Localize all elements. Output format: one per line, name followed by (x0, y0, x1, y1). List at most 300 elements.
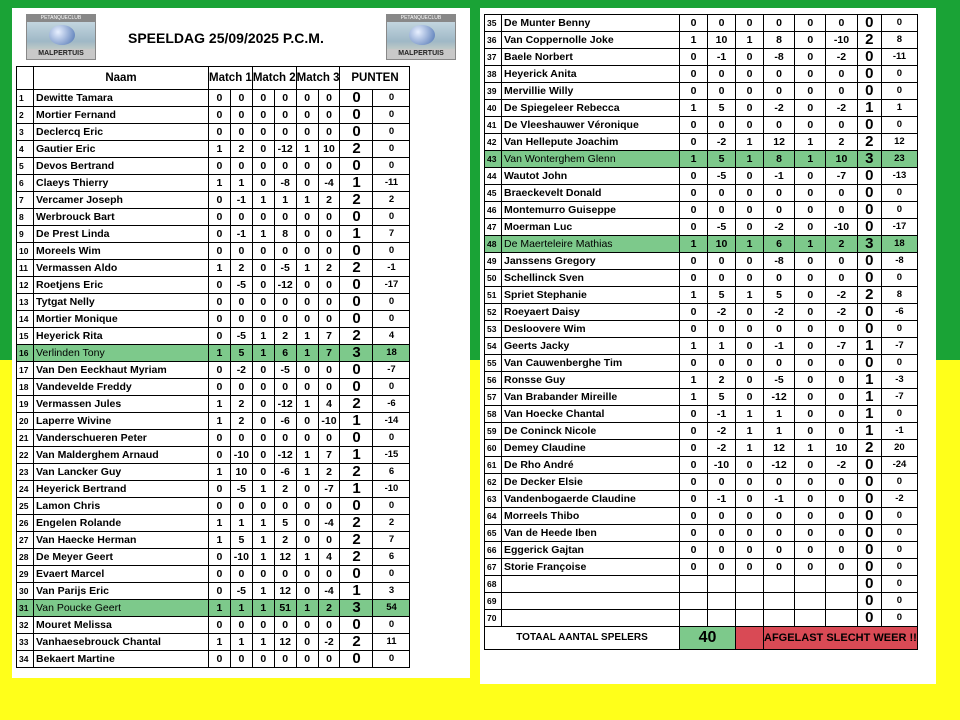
match1-score: -2 (708, 134, 736, 151)
match2-score: -6 (274, 464, 296, 481)
match2-score: -1 (764, 338, 795, 355)
wins-total: 1 (857, 100, 882, 117)
standings-table-left (16, 66, 410, 668)
match2-win: 0 (736, 185, 764, 202)
player-name: Baele Norbert (502, 49, 680, 66)
match2-win: 1 (736, 287, 764, 304)
player-number: 1 (17, 90, 34, 107)
match3-win: 0 (296, 498, 318, 515)
match2-score: -8 (764, 253, 795, 270)
table-row (485, 542, 918, 559)
wins-total: 2 (340, 549, 373, 566)
player-name: Vanhaesebrouck Chantal (34, 634, 209, 651)
player-name: Laperre Wivine (34, 413, 209, 430)
points-total: 0 (373, 90, 410, 107)
match2-win: 1 (252, 532, 274, 549)
match2-score: 5 (274, 515, 296, 532)
player-number: 4 (17, 141, 34, 158)
match3-win: 0 (795, 559, 826, 576)
match1-win: 0 (209, 549, 231, 566)
match2-win (736, 610, 764, 627)
match3-win: 0 (296, 651, 318, 668)
points-total: 0 (882, 610, 918, 627)
match2-score: 6 (764, 236, 795, 253)
match1-score: 0 (230, 294, 252, 311)
standings-sheet-right (480, 8, 936, 684)
player-name: Storie Françoise (502, 559, 680, 576)
col-header-match3: Match 3 (296, 67, 340, 90)
player-number: 43 (485, 151, 502, 168)
match3-win: 0 (296, 209, 318, 226)
player-name: Moerman Luc (502, 219, 680, 236)
player-number: 8 (17, 209, 34, 226)
match3-score: 0 (826, 117, 857, 134)
player-number: 32 (17, 617, 34, 634)
points-total: 7 (373, 532, 410, 549)
player-name: Declercq Eric (34, 124, 209, 141)
wins-total: 2 (340, 464, 373, 481)
match2-win: 1 (252, 345, 274, 362)
col-header-match2: Match 2 (252, 67, 296, 90)
col-header-punten: PUNTEN (340, 67, 410, 90)
match3-win: 0 (296, 583, 318, 600)
points-total: 0 (373, 617, 410, 634)
match3-score: 0 (318, 243, 340, 260)
player-number: 39 (485, 83, 502, 100)
match3-win: 0 (795, 185, 826, 202)
wins-total: 1 (340, 175, 373, 192)
match1-win: 1 (680, 389, 708, 406)
match1-score: -1 (230, 226, 252, 243)
points-total: 0 (882, 117, 918, 134)
player-name: Werbrouck Bart (34, 209, 209, 226)
match2-win: 0 (736, 270, 764, 287)
match2-win (736, 593, 764, 610)
table-row (17, 277, 410, 294)
player-number: 70 (485, 610, 502, 627)
points-total: 12 (882, 134, 918, 151)
player-number: 3 (17, 124, 34, 141)
match3-score: 4 (318, 549, 340, 566)
player-name: Devos Bertrand (34, 158, 209, 175)
match3-score: 0 (826, 202, 857, 219)
table-row (485, 134, 918, 151)
wins-total: 0 (857, 270, 882, 287)
player-name: Braeckevelt Donald (502, 185, 680, 202)
match3-win: 0 (296, 277, 318, 294)
match3-score: 0 (826, 508, 857, 525)
match2-score: 2 (274, 481, 296, 498)
match3-score: 0 (318, 379, 340, 396)
points-total: 18 (882, 236, 918, 253)
match3-win: 0 (795, 168, 826, 185)
wins-total: 1 (340, 226, 373, 243)
match3-win: 0 (795, 287, 826, 304)
match2-win: 0 (252, 447, 274, 464)
match1-score: 0 (708, 202, 736, 219)
match2-win: 0 (736, 304, 764, 321)
match1-score (708, 610, 736, 627)
match1-score: 0 (708, 117, 736, 134)
match3-win: 0 (795, 542, 826, 559)
match2-score: 12 (274, 634, 296, 651)
table-row (17, 549, 410, 566)
match2-score: 0 (764, 542, 795, 559)
match1-win: 0 (209, 430, 231, 447)
match1-score: 0 (230, 566, 252, 583)
player-name: Gautier Eric (34, 141, 209, 158)
table-row (485, 593, 918, 610)
match3-score: 0 (826, 372, 857, 389)
match1-score: 0 (708, 66, 736, 83)
table-row (17, 362, 410, 379)
player-number: 22 (17, 447, 34, 464)
player-name: Moreels Wim (34, 243, 209, 260)
player-name: Dewitte Tamara (34, 90, 209, 107)
player-number: 53 (485, 321, 502, 338)
player-number: 18 (17, 379, 34, 396)
wins-total: 0 (340, 430, 373, 447)
player-name: Engelen Rolande (34, 515, 209, 532)
player-number: 10 (17, 243, 34, 260)
wins-total: 2 (340, 260, 373, 277)
match2-score: 12 (764, 440, 795, 457)
match1-score: 0 (230, 158, 252, 175)
match3-win: 1 (296, 260, 318, 277)
match1-win: 0 (680, 202, 708, 219)
match3-win: 0 (795, 508, 826, 525)
match2-win: 0 (252, 209, 274, 226)
table-row (17, 158, 410, 175)
match3-win: 0 (296, 158, 318, 175)
match2-win: 1 (252, 515, 274, 532)
player-number: 9 (17, 226, 34, 243)
match1-score: 2 (230, 141, 252, 158)
player-name: Van Brabander Mireille (502, 389, 680, 406)
player-name: Demey Claudine (502, 440, 680, 457)
match1-win: 0 (209, 192, 231, 209)
match3-win: 0 (296, 566, 318, 583)
match3-score: 7 (318, 328, 340, 345)
match1-score: -5 (230, 328, 252, 345)
match1-score: 1 (230, 600, 252, 617)
match2-score: 0 (274, 243, 296, 260)
match1-win (680, 593, 708, 610)
match3-win: 0 (795, 372, 826, 389)
wins-total: 3 (857, 151, 882, 168)
wins-total: 0 (857, 117, 882, 134)
match2-score: -5 (764, 372, 795, 389)
match2-win: 0 (736, 457, 764, 474)
table-row (17, 294, 410, 311)
table-row (17, 209, 410, 226)
match1-score: 0 (230, 90, 252, 107)
wins-total: 0 (857, 83, 882, 100)
player-number: 15 (17, 328, 34, 345)
match3-win: 0 (296, 243, 318, 260)
match2-win: 0 (736, 355, 764, 372)
table-row (17, 396, 410, 413)
points-total: -17 (882, 219, 918, 236)
match2-win: 0 (252, 175, 274, 192)
page-title: SPEELDAG 25/09/2025 P.C.M. (128, 30, 324, 46)
player-name: Janssens Gregory (502, 253, 680, 270)
match1-score: -2 (708, 440, 736, 457)
table-row (485, 202, 918, 219)
match1-win: 0 (680, 355, 708, 372)
points-total: -17 (373, 277, 410, 294)
player-name: Van Coppernolle Joke (502, 32, 680, 49)
match2-score: -1 (764, 168, 795, 185)
match1-score: -1 (708, 491, 736, 508)
match1-score: 1 (230, 515, 252, 532)
wins-total: 1 (340, 447, 373, 464)
table-row (17, 566, 410, 583)
match2-score: 0 (274, 107, 296, 124)
match3-win: 1 (795, 134, 826, 151)
match1-score: -2 (708, 423, 736, 440)
match2-score: -2 (764, 304, 795, 321)
match3-score: -10 (318, 413, 340, 430)
wins-total: 1 (857, 338, 882, 355)
player-number: 25 (17, 498, 34, 515)
match2-win: 1 (252, 226, 274, 243)
match1-score: 2 (708, 372, 736, 389)
match2-score: -5 (274, 260, 296, 277)
match1-win: 0 (209, 209, 231, 226)
points-total: 0 (373, 379, 410, 396)
match3-score: -2 (826, 457, 857, 474)
match3-win (795, 610, 826, 627)
match2-win: 0 (736, 168, 764, 185)
player-number: 26 (17, 515, 34, 532)
match3-win: 0 (795, 355, 826, 372)
player-name: Heyerick Bertrand (34, 481, 209, 498)
match3-score: 0 (826, 542, 857, 559)
match1-win: 0 (680, 559, 708, 576)
table-row (17, 175, 410, 192)
wins-total: 1 (857, 406, 882, 423)
wins-total: 0 (340, 651, 373, 668)
match3-win: 0 (296, 532, 318, 549)
match3-win: 0 (795, 202, 826, 219)
points-total: 0 (882, 15, 918, 32)
match2-score: 2 (274, 328, 296, 345)
match1-score: 0 (708, 185, 736, 202)
match1-win: 0 (209, 498, 231, 515)
match2-score: 0 (764, 117, 795, 134)
match1-win: 0 (209, 379, 231, 396)
match2-score: 8 (274, 226, 296, 243)
match3-win: 0 (296, 226, 318, 243)
match3-win: 0 (296, 430, 318, 447)
match3-win: 0 (795, 83, 826, 100)
match1-score: -1 (708, 406, 736, 423)
wins-total: 0 (857, 202, 882, 219)
match2-win: 0 (736, 253, 764, 270)
match2-win: 1 (736, 151, 764, 168)
match1-win: 0 (209, 617, 231, 634)
match2-win: 0 (252, 294, 274, 311)
points-total: 2 (373, 192, 410, 209)
match3-score: 0 (826, 355, 857, 372)
points-total: -7 (882, 389, 918, 406)
wins-total: 2 (340, 192, 373, 209)
match1-win: 0 (209, 328, 231, 345)
player-number: 61 (485, 457, 502, 474)
wins-total: 0 (340, 277, 373, 294)
player-name: Eggerick Gajtan (502, 542, 680, 559)
table-row (485, 372, 918, 389)
match3-score: -7 (318, 481, 340, 498)
player-number: 66 (485, 542, 502, 559)
match1-win: 0 (680, 168, 708, 185)
table-row (485, 15, 918, 32)
wins-total: 0 (857, 559, 882, 576)
match1-win: 1 (209, 141, 231, 158)
points-total: 6 (373, 464, 410, 481)
match2-score: 1 (764, 406, 795, 423)
player-name: Mortier Monique (34, 311, 209, 328)
match2-score: -12 (274, 277, 296, 294)
match2-win: 0 (736, 83, 764, 100)
points-total: 54 (373, 600, 410, 617)
match2-score: -8 (764, 49, 795, 66)
wins-total: 0 (857, 15, 882, 32)
match3-win: 0 (296, 515, 318, 532)
table-row (485, 185, 918, 202)
player-number: 44 (485, 168, 502, 185)
wins-total: 0 (857, 542, 882, 559)
match3-score: 10 (826, 440, 857, 457)
match1-win: 1 (680, 100, 708, 117)
wins-total: 0 (340, 294, 373, 311)
match2-score: 0 (274, 124, 296, 141)
table-row (17, 379, 410, 396)
match2-score: 2 (274, 532, 296, 549)
table-row (485, 253, 918, 270)
match2-score: 0 (274, 566, 296, 583)
points-total: 0 (373, 294, 410, 311)
match1-win: 0 (680, 508, 708, 525)
match2-score: 8 (764, 151, 795, 168)
match2-win: 0 (252, 90, 274, 107)
match3-win: 0 (296, 90, 318, 107)
match2-score: -6 (274, 413, 296, 430)
player-name: De Meyer Geert (34, 549, 209, 566)
match1-win: 0 (680, 542, 708, 559)
player-name: Van Parijs Eric (34, 583, 209, 600)
match1-win: 0 (209, 294, 231, 311)
player-number: 62 (485, 474, 502, 491)
player-number: 63 (485, 491, 502, 508)
table-row (17, 481, 410, 498)
points-total: 8 (882, 32, 918, 49)
table-row (17, 226, 410, 243)
match1-score: 0 (708, 355, 736, 372)
match2-win: 0 (252, 277, 274, 294)
player-number: 56 (485, 372, 502, 389)
points-total: 0 (882, 406, 918, 423)
match3-score: 0 (318, 209, 340, 226)
player-number: 41 (485, 117, 502, 134)
table-row (485, 406, 918, 423)
points-total: -11 (373, 175, 410, 192)
match3-win: 1 (296, 141, 318, 158)
table-row (485, 219, 918, 236)
match1-win: 0 (209, 566, 231, 583)
match1-win: 1 (209, 345, 231, 362)
match2-win: 0 (252, 243, 274, 260)
points-total: 0 (373, 124, 410, 141)
wins-total: 1 (340, 481, 373, 498)
player-number: 35 (485, 15, 502, 32)
wins-total: 3 (340, 600, 373, 617)
match2-score: 0 (764, 559, 795, 576)
match1-score: -1 (708, 49, 736, 66)
match3-win: 1 (296, 600, 318, 617)
match2-score: 0 (274, 617, 296, 634)
player-number: 20 (17, 413, 34, 430)
points-total: 0 (882, 321, 918, 338)
match3-score: 10 (318, 141, 340, 158)
match3-win: 0 (795, 338, 826, 355)
points-total: -11 (882, 49, 918, 66)
player-number: 5 (17, 158, 34, 175)
player-name: Van Poucke Geert (34, 600, 209, 617)
player-number: 23 (17, 464, 34, 481)
match2-score: 0 (274, 311, 296, 328)
match3-win: 0 (296, 124, 318, 141)
table-row (485, 83, 918, 100)
match1-score: -2 (230, 362, 252, 379)
match1-score: 0 (230, 651, 252, 668)
player-name: Heyerick Anita (502, 66, 680, 83)
match1-win: 0 (680, 15, 708, 32)
match2-win: 0 (252, 651, 274, 668)
col-header-name: Naam (34, 67, 209, 90)
table-row (485, 168, 918, 185)
match2-win: 1 (736, 423, 764, 440)
wins-total: 0 (857, 304, 882, 321)
match2-score: 12 (764, 134, 795, 151)
player-name: Spriet Stephanie (502, 287, 680, 304)
match3-score: 2 (318, 600, 340, 617)
player-name: Wautot John (502, 168, 680, 185)
match3-score: -2 (826, 287, 857, 304)
points-total: 0 (882, 559, 918, 576)
match2-score: -1 (764, 491, 795, 508)
player-name: Geerts Jacky (502, 338, 680, 355)
player-name: Schellinck Sven (502, 270, 680, 287)
player-number: 67 (485, 559, 502, 576)
total-players-label: TOTAAL AANTAL SPELERS (485, 627, 680, 650)
points-total: -1 (373, 260, 410, 277)
player-name: Ronsse Guy (502, 372, 680, 389)
wins-total: 2 (857, 287, 882, 304)
player-number: 68 (485, 576, 502, 593)
match1-win: 0 (209, 481, 231, 498)
match2-score: 0 (274, 158, 296, 175)
match1-win: 1 (209, 634, 231, 651)
match2-score: -12 (274, 447, 296, 464)
table-row (17, 260, 410, 277)
table-row (17, 328, 410, 345)
table-row (17, 141, 410, 158)
match3-score: 7 (318, 345, 340, 362)
match2-win: 0 (252, 260, 274, 277)
match2-win: 1 (252, 549, 274, 566)
